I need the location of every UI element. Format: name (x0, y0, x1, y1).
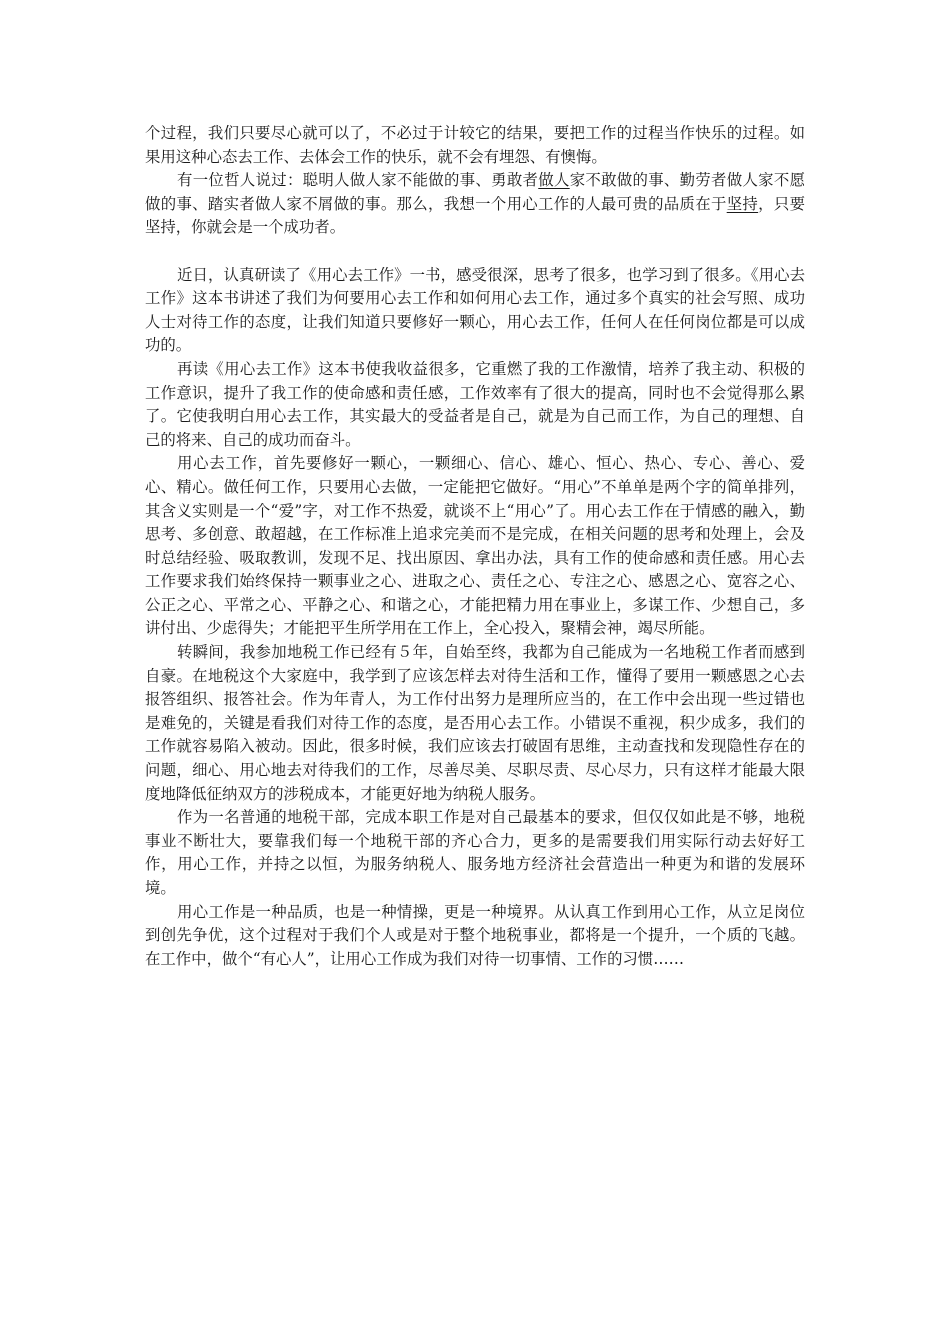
paragraph-2-text-a: 有一位哲人说过：聪明人做人家不能做的事、勇敢者 (177, 171, 539, 190)
paragraph-2-text-b: 家不敢做的事、勤劳者做人家不愿做的事、踏实者做人家不屑做的事。那么，我想一个用心工作的人最可贵的品质在于 (145, 171, 805, 213)
link-zuoren[interactable]: 做人 (538, 171, 570, 190)
paragraph-3: 近日，认真研读了《用心去工作》一书，感受很深，思考了很多，也学习到了很多。《用心去工作》这本书讲述了我们为何要用心去工作和如何用心去工作，通过多个真实的社会写照、成功人士对待工作的态度，让我们知道只要修好一颗心，用心去工作，任何人在任何岗位都是可以成功的。 (145, 265, 805, 355)
paragraph-2-text-c: ，只要坚持，你就会是一个成功者。 (145, 194, 805, 237)
paragraph-gap (145, 240, 805, 264)
paragraph-2 (145, 169, 805, 240)
paragraph-8: 用心工作是一种品质，也是一种情操，更是一种境界。从认真工作到用心工作，从立足岗位到创先争优，这个过程对于我们个人或是对于整个地税事业，都将是一个提升，一个质的飞越。在工作中，做个“有心人”，让用心工作成为我们对待一切事情、工作的习惯…… (145, 902, 805, 968)
link-jianchi[interactable]: 坚持 (726, 194, 759, 213)
paragraph-7: 作为一名普通的地税干部，完成本职工作是对自己最基本的要求，但仅仅如此是不够，地税事业不断壮大，要靠我们每一个地税干部的齐心合力，更多的是需要我们用实际行动去好好工作，用心工作，并持之以恒，为服务纳税人、服务地方经济社会营造出一种更为和谐的发展环境。 (145, 808, 805, 897)
paragraph-1: 个过程，我们只要尽心就可以了，不必过于计较它的结果，要把工作的过程当作快乐的过程。如果用这种心态去工作、去体会工作的快乐，就不会有埋怨、有懊悔。 (145, 124, 805, 166)
paragraph-4: 再读《用心去工作》这本书使我收益很多，它重燃了我的工作激情，培养了我主动、积极的工作意识，提升了我工作的使命感和责任感，工作效率有了很大的提高，同时也不会觉得那么累了。它使我明白用心去工作，其实最大的受益者是自己，就是为自己而工作，为自己的理想、自己的将来、自己的成功而奋斗。 (145, 359, 805, 449)
paragraph-5: 用心去工作，首先要修好一颗心，一颗细心、信心、雄心、恒心、热心、专心、善心、爱心、精心。做任何工作，只要用心去做，一定能把它做好。“用心”不单单是两个字的简单排列，其含义实则是一个“爱”字，对工作不热爱，就谈不上“用心”了。用心去工作在于情感的融入，勤思考、多创意、敢超越，在工作标准上追求完美而不是完成，在相关问题的思考和处理上，会及时总结经验、吸取教训，发现不足、找出原因、拿出办法，具有工作的使命感和责任感。用心去工作要求我们始终保持一颗事业之心、进取之心、责任之心、专注之心、感恩之心、宽容之心、公正之心、平常之心、平静之心、和谐之心，才能把精力用在事业上，多谋工作、少想自己，多讲付出、少虑得失；才能把平生所学用在工作上，全心投入，聚精会神，竭尽所能。 (145, 454, 805, 638)
paragraph-6: 转瞬间，我参加地税工作已经有５年，自始至终，我都为自己能成为一名地税工作者而感到自豪。在地税这个大家庭中，我学到了应该怎样去对待生活和工作，懂得了要用一颗感恩之心去报答组织、报答社会。作为年青人，为工作付出努力是理所应当的，在工作中会出现一些过错也是难免的，关键是看我们对待工作的态度，是否用心去工作。小错误不重视，积少成多，我们的工作就容易陷入被动。因此，很多时候，我们应该去打破固有思维，主动查找和发现隐性存在的问题，细心、用心地去对待我们的工作，尽善尽美、尽职尽责、尽心尽力，只有这样才能最大限度地降低征纳双方的涉税成本，才能更好地为纳税人服务。 (145, 643, 805, 803)
document-page (145, 122, 805, 971)
